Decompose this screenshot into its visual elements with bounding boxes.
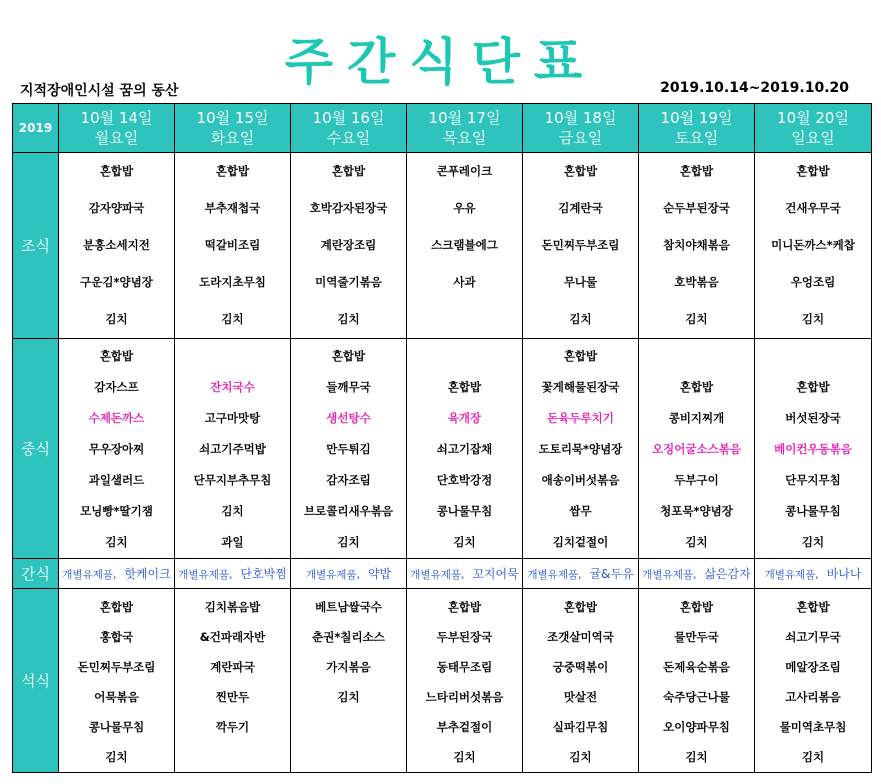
menu-item: 도토리묵*양념장: [538, 442, 623, 456]
menu-item: 메알장조림: [785, 660, 841, 674]
dinner-day-cell: [523, 589, 639, 773]
menu-item: 혼합밥: [331, 349, 366, 363]
day-header: [59, 104, 175, 153]
menu-item: 느타리버섯볶음: [425, 690, 504, 704]
menu-item: 잔치국수: [210, 380, 255, 394]
lunch-day-cell: [755, 339, 872, 559]
menu-item: 단무지부추무침: [193, 473, 272, 487]
menu-item: 쇠고기주먹밥: [199, 442, 266, 456]
menu-item: 우엉조림: [790, 275, 836, 289]
menu-item: 혼합밥: [796, 600, 830, 614]
lunch-day-cell: [523, 339, 639, 559]
snack-prefix: 개별유제품,: [410, 569, 465, 581]
menu-item: [291, 742, 406, 772]
menu-item: 어묵볶음: [94, 690, 139, 704]
menu-item: 무우장아찌: [88, 442, 145, 456]
menu-item: 혼합밥: [679, 600, 714, 614]
menu-item: 물미역초무침: [779, 720, 847, 734]
snack-item: 바나나: [826, 567, 862, 581]
menu-item: 부추겉절이: [436, 720, 493, 734]
dinner-row: [13, 589, 872, 773]
menu-item: 김계란국: [558, 201, 603, 215]
snack-prefix: 개별유제품,: [178, 569, 233, 581]
menu-item: 단호박강정: [436, 473, 493, 487]
snack-row: [13, 559, 872, 589]
lunch-day-cell: [639, 339, 755, 559]
menu-item: 고구마맛탕: [204, 411, 261, 425]
menu-item: 김치: [337, 312, 360, 326]
lunch-label: 중식: [13, 339, 59, 559]
menu-item: 두부구이: [674, 473, 719, 487]
menu-item: 혼합밥: [99, 349, 134, 363]
menu-item: 참치야채볶음: [663, 238, 730, 252]
snack-prefix: 개별유제품,: [305, 569, 360, 581]
menu-item: 건새우무국: [785, 201, 841, 215]
menu-item: 김치: [105, 750, 128, 764]
menu-item: 김치: [801, 535, 825, 549]
dinner-day-cell: [639, 589, 755, 773]
menu-item: 순두부된장국: [663, 201, 730, 215]
menu-item: 물만두국: [674, 630, 719, 644]
menu-item: 도라지초무침: [199, 275, 266, 289]
menu-item: 구운김*양념장: [80, 275, 153, 289]
menu-item: 돈민찌두부조림: [541, 238, 620, 252]
menu-item: [291, 712, 406, 742]
weekly-menu-table: [12, 103, 872, 773]
day-weekday: 화요일: [210, 129, 255, 147]
menu-item: [639, 341, 754, 372]
breakfast-day-cell: [291, 153, 407, 339]
day-weekday: 목요일: [442, 129, 487, 147]
menu-item: 혼합밥: [563, 600, 598, 614]
day-weekday: 일요일: [791, 129, 835, 147]
breakfast-row: [13, 153, 872, 339]
menu-item: 돈제육순볶음: [663, 660, 730, 674]
menu-item: 궁중떡볶이: [552, 660, 609, 674]
menu-item: 과일: [221, 535, 244, 549]
breakfast-day-cell: [59, 153, 175, 339]
menu-item: 숙주당근나물: [663, 690, 730, 704]
menu-item: 돈육두루치기: [547, 411, 614, 425]
snack-day-cell: [523, 559, 639, 589]
day-header: [407, 104, 523, 153]
menu-item: 모닝빵*딸기잼: [80, 504, 153, 518]
breakfast-day-cell: [639, 153, 755, 339]
menu-item: 부추재첩국: [204, 201, 261, 215]
snack-item: 귤&두유: [589, 567, 634, 581]
menu-item: 베이컨우동볶음: [774, 442, 852, 456]
day-date: 10월 15일: [196, 109, 269, 127]
breakfast-label: 조식: [13, 153, 59, 339]
menu-item: 무나물: [563, 275, 598, 289]
snack-day-cell: [175, 559, 291, 589]
snack-item: 삶은감자: [704, 567, 751, 581]
menu-item: 쇠고기잡채: [436, 442, 493, 456]
menu-item: 김치: [337, 535, 360, 549]
menu-item: 꽃게해물된장국: [541, 380, 620, 394]
menu-item: 콩나물무침: [88, 720, 145, 734]
menu-item: 수제돈까스: [88, 411, 145, 425]
header-row: [13, 104, 872, 153]
menu-item: 콩비지찌개: [668, 411, 725, 425]
day-date: 10월 16일: [312, 109, 385, 127]
day-date: 10월 17일: [428, 109, 501, 127]
menu-item: 오징어굴소스볶음: [652, 442, 741, 456]
menu-item: 깍두기: [215, 720, 250, 734]
menu-item: 미니돈까스*케찹: [771, 238, 855, 252]
menu-item: 김치: [685, 750, 708, 764]
lunch-row: [13, 339, 872, 559]
day-header: [523, 104, 639, 153]
menu-item: 애송이버섯볶음: [541, 473, 620, 487]
lunch-day-cell: [175, 339, 291, 559]
menu-item: 김치: [221, 504, 244, 518]
menu-item: 김치겉절이: [552, 535, 609, 549]
lunch-day-cell: [291, 339, 407, 559]
menu-item: 혼합밥: [563, 164, 598, 178]
snack-item: 약밥: [367, 567, 392, 581]
menu-item: 육개장: [447, 411, 482, 425]
menu-item: 실파김무침: [552, 720, 609, 734]
menu-item: 김치: [105, 535, 128, 549]
year-cell: 2019: [13, 104, 59, 153]
menu-item: 베트남쌀국수: [315, 600, 382, 614]
lunch-day-cell: [407, 339, 523, 559]
menu-item: 혼합밥: [215, 164, 250, 178]
menu-item: 오이양파무침: [663, 720, 730, 734]
day-weekday: 월요일: [94, 129, 139, 147]
menu-item: 혼합밥: [99, 600, 134, 614]
menu-item: 호박감자된장국: [309, 201, 388, 215]
snack-day-cell: [291, 559, 407, 589]
day-weekday: 금요일: [558, 129, 603, 147]
menu-item: 혼합밥: [796, 380, 830, 394]
menu-item: 혼합밥: [679, 164, 714, 178]
menu-item: 감자양파국: [88, 201, 145, 215]
menu-item: 김치: [801, 312, 825, 326]
menu-item: 고사리볶음: [785, 690, 841, 704]
menu-item: 호박볶음: [674, 275, 719, 289]
day-date: 10월 18일: [544, 109, 617, 127]
menu-item: 맛살전: [563, 690, 598, 704]
menu-item: 김치: [569, 312, 592, 326]
snack-day-cell: [59, 559, 175, 589]
menu-item: 미역줄기볶음: [315, 275, 382, 289]
menu-item: [407, 301, 522, 338]
breakfast-day-cell: [407, 153, 523, 339]
day-header: [291, 104, 407, 153]
menu-item: 혼합밥: [99, 164, 134, 178]
snack-item: 꼬지어묵: [472, 567, 519, 581]
dinner-day-cell: [291, 589, 407, 773]
menu-item: 혼합밥: [563, 349, 598, 363]
menu-item: 계란파국: [210, 660, 255, 674]
menu-item: 김치: [685, 312, 708, 326]
menu-item: 콩나물무침: [436, 504, 493, 518]
menu-item: 찐만두: [215, 690, 250, 704]
day-date: 10월 19일: [660, 109, 733, 127]
day-date: 10월 20일: [777, 109, 849, 127]
menu-item: 콩나물무침: [785, 504, 841, 518]
dinner-label: 석식: [13, 589, 59, 773]
menu-item: [755, 341, 871, 372]
day-weekday: 수요일: [326, 129, 371, 147]
breakfast-day-cell: [755, 153, 872, 339]
menu-item: 김치볶음밥: [204, 600, 261, 614]
breakfast-day-cell: [175, 153, 291, 339]
menu-item: 쇠고기무국: [785, 630, 841, 644]
snack-item: 단호박찜: [240, 567, 287, 581]
menu-item: 생선탕수: [326, 411, 371, 425]
dinner-day-cell: [407, 589, 523, 773]
menu-item: 김치: [221, 312, 244, 326]
menu-item: 들깨무국: [326, 380, 371, 394]
menu-item: 떡갈비조림: [204, 238, 261, 252]
menu-item: 돈민찌두부조림: [77, 660, 156, 674]
lunch-day-cell: [59, 339, 175, 559]
menu-item: 혼합밥: [447, 380, 482, 394]
menu-item: 혼합밥: [679, 380, 714, 394]
menu-item: 조갯살미역국: [547, 630, 614, 644]
day-date: 10월 14일: [80, 109, 153, 127]
day-header: [639, 104, 755, 153]
breakfast-day-cell: [523, 153, 639, 339]
snack-item: 핫케이크: [124, 567, 171, 581]
menu-item: 콘푸레이크: [436, 164, 493, 178]
dinner-day-cell: [755, 589, 872, 773]
menu-item: 김치: [453, 535, 476, 549]
menu-item: 김치: [453, 750, 476, 764]
menu-item: 김치: [337, 690, 360, 704]
menu-item: 과일샐러드: [88, 473, 145, 487]
menu-item: 단무지무침: [785, 473, 841, 487]
menu-item: 가지볶음: [326, 660, 371, 674]
menu-item: 혼합밥: [796, 164, 830, 178]
menu-item: &건파래자반: [199, 630, 266, 644]
menu-item: 혼합밥: [331, 164, 366, 178]
menu-item: [175, 341, 290, 372]
menu-item: 청포묵*양념장: [660, 504, 733, 518]
menu-item: 김치: [105, 312, 128, 326]
date-range: 2019.10.14~2019.10.20: [660, 80, 849, 96]
day-header: [175, 104, 291, 153]
menu-item: 브로콜리새우볶음: [304, 504, 393, 518]
menu-item: [175, 742, 290, 772]
snack-prefix: 개별유제품,: [764, 569, 819, 581]
menu-item: 분홍소세지전: [83, 238, 150, 252]
snack-prefix: 개별유제품,: [642, 569, 697, 581]
menu-item: 계란장조림: [320, 238, 377, 252]
menu-item: 홍합국: [99, 630, 134, 644]
menu-item: 사과: [453, 275, 476, 289]
dinner-day-cell: [59, 589, 175, 773]
day-header: [755, 104, 872, 153]
menu-item: 김치: [685, 535, 708, 549]
menu-item: 쌈무: [569, 504, 592, 518]
snack-day-cell: [407, 559, 523, 589]
organization-name: 지적장애인시설 꿈의 동산: [20, 83, 179, 99]
menu-item: 스크램블에그: [431, 238, 498, 252]
menu-item: 혼합밥: [447, 600, 482, 614]
menu-item: [407, 341, 522, 372]
snack-day-cell: [755, 559, 872, 589]
snack-prefix: 개별유제품,: [62, 569, 117, 581]
page-title: 주간식단표: [284, 33, 597, 91]
menu-item: 김치: [569, 750, 592, 764]
snack-label: 간식: [13, 559, 59, 589]
menu-item: 춘권*칠리소스: [312, 630, 385, 644]
day-weekday: 토요일: [674, 129, 719, 147]
menu-item: 만두튀김: [326, 442, 371, 456]
menu-item: 감자조림: [326, 473, 371, 487]
menu-item: 두부된장국: [436, 630, 493, 644]
menu-item: 버섯된장국: [785, 411, 841, 425]
menu-item: 감자스프: [94, 380, 139, 394]
snack-prefix: 개별유제품,: [527, 569, 582, 581]
menu-item: 김치: [801, 750, 825, 764]
dinner-day-cell: [175, 589, 291, 773]
menu-item: 동태무조림: [436, 660, 493, 674]
menu-item: 우유: [453, 201, 476, 215]
snack-day-cell: [639, 559, 755, 589]
